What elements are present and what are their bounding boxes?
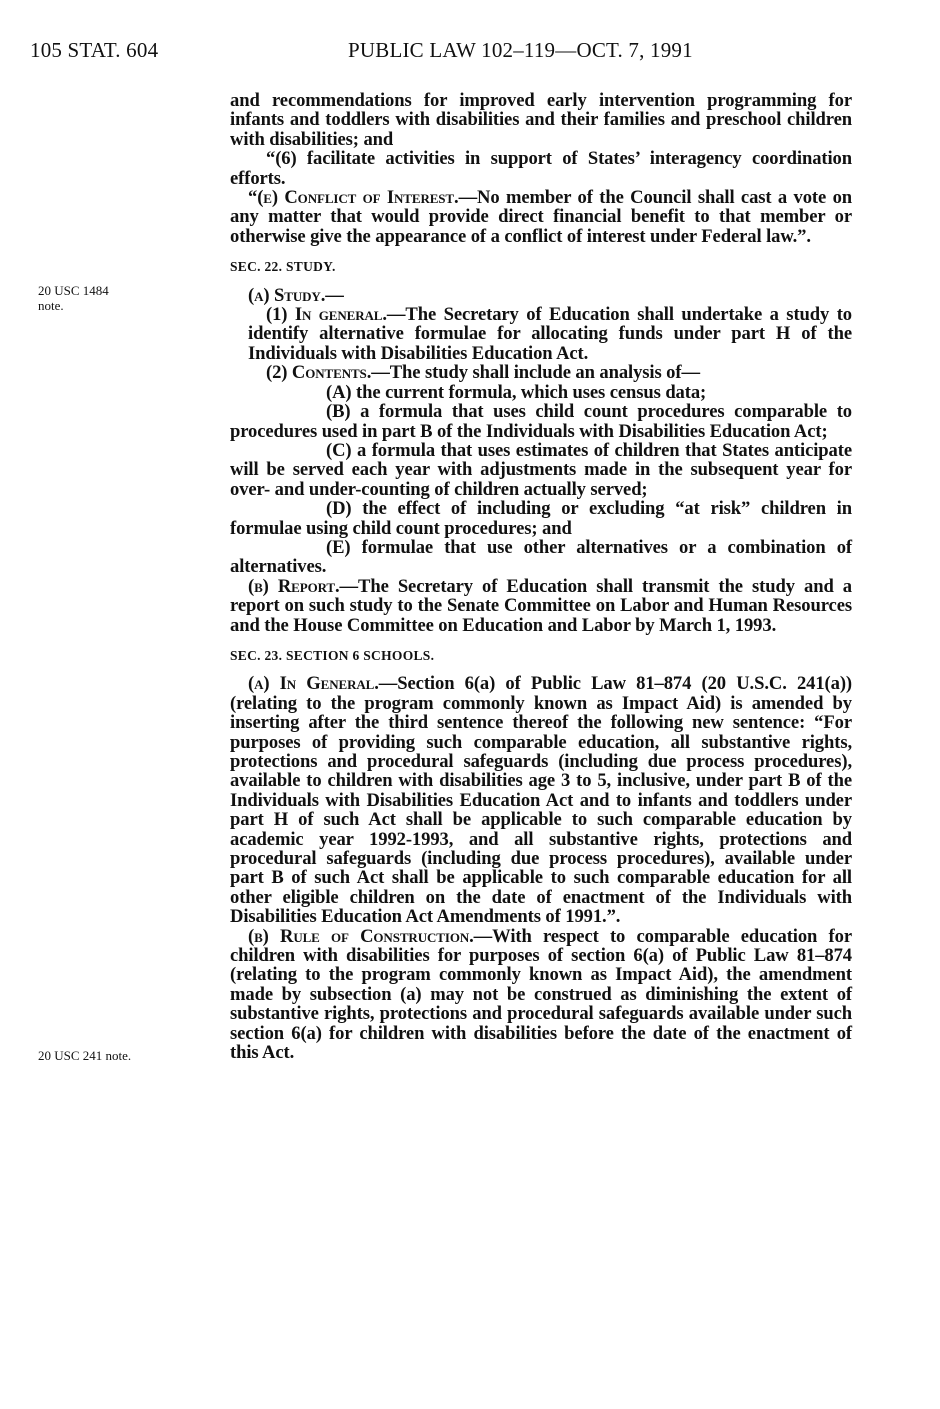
section-22-item-C: (C) a formula that uses estimates of children that States anticipate will be served each year with adjustments made in the subsequent year for over- and under-counting of children actually served;	[230, 439, 852, 500]
page-number: 105 STAT. 604	[30, 38, 159, 62]
section-22-a-heading	[230, 286, 852, 305]
subsection-label: (b) Report.	[248, 575, 340, 597]
margin-citation-241	[38, 1048, 208, 1063]
section-22-heading: SEC. 22. STUDY.	[230, 259, 336, 275]
subsection-label: (a) Study.—	[248, 284, 344, 306]
paragraph-conflict-of-interest	[230, 188, 852, 246]
section-22-a1	[230, 305, 852, 363]
margin-citation-1484	[38, 283, 208, 313]
subsection-text: —No member of the Council shall cast a vote on any matter that would provide direct financial benefit to that member or otherwise give the appearance of a conflict of interest under Federal law.”.	[230, 187, 853, 247]
section-22-item-D: (D) the effect of including or excluding “at risk” children in formulae using child count procedures; and	[230, 498, 852, 539]
section-23-heading: SEC. 23. SECTION 6 SCHOOLS.	[230, 647, 435, 663]
subsection-text: —The Secretary of Education shall transmit the study and a report on such study to the Senate Committee on Labor and Human Resources and the House Committee on Education and Labor by March 1, 1993.	[230, 575, 852, 636]
subsection-label: (a) In General.	[248, 673, 379, 695]
subsection-text: —With respect to comparable education for children with disabilities for purposes of section 6(a) of Public Law 81–874 (relating to the program commonly known as Impact Aid), the amendment made by subsection (a) may not be construed as diminishing the extent of substantive rights, protections and procedural safeguards available under such section 6(a) for children with disabilities before the date of the enactment of this Act.	[230, 925, 852, 1064]
section-22-item-B: (B) a formula that uses child count procedures comparable to procedures used in part B of the Individuals with Disabilities Education Act;	[230, 401, 852, 442]
section-22-item-E: (E) formulae that use other alternatives or a combination of alternatives.	[230, 536, 852, 578]
paragraph-continuation: and recommendations for improved early intervention programming for infants and toddlers with disabilities and their families and preschool children with disabilities; and	[230, 90, 852, 150]
paragraph-item-6: “(6) facilitate activities in support of States’ interagency coordination efforts.	[230, 148, 852, 189]
section-23-b	[230, 927, 852, 1063]
margin-note-text: 20 USC 241 note.	[38, 1048, 132, 1063]
running-title: PUBLIC LAW 102–119—OCT. 7, 1991	[348, 38, 693, 62]
margin-note-text: 20 USC 1484 note.	[38, 283, 109, 313]
paragraph-label: (1) In general.	[266, 304, 387, 326]
subsection-label: (b) Rule of Construction.	[248, 925, 474, 947]
subsection-text: —Section 6(a) of Public Law 81–874 (20 U.S.C. 241(a)) (relating to the program commonly known as Impact Aid) is amended by inserting after the third sentence thereof the following new sentence: “For purposes of providing such comparable education, all substantive rights, protections and procedural safeguards (including due process procedures), available to children with disabilities age 3 to 5, inclusive, under part B of the Individuals with Disabilities Education Act and to infants and toddlers under part H of such Act shall be applicable to such comparable education by academic year 1992-1993, and all substantive rights, protections and procedural safeguards (including due process procedures), available under part B of such Act shall be applicable to such comparable education for all other eligible children on the date of enactment of the Individuals with Disabilities Education Act Amendments of 1991.”.	[230, 673, 853, 928]
page-header	[30, 38, 850, 68]
section-22-b	[230, 577, 852, 635]
paragraph-text: —The Secretary of Education shall undertake a study to identify alternative formulae for allocating funds under part H of the Individuals with Disabilities Education Act.	[248, 304, 852, 364]
section-22-item-A: (A) the current formula, which uses census data;	[326, 381, 707, 403]
section-23-a	[230, 674, 852, 926]
document-body	[230, 91, 852, 1063]
section-22-a2	[230, 363, 852, 382]
paragraph-label: (2) Contents.	[266, 362, 372, 384]
subsection-label: “(e) Conflict of Interest.	[248, 187, 459, 209]
paragraph-text: —The study shall include an analysis of—	[371, 362, 700, 384]
